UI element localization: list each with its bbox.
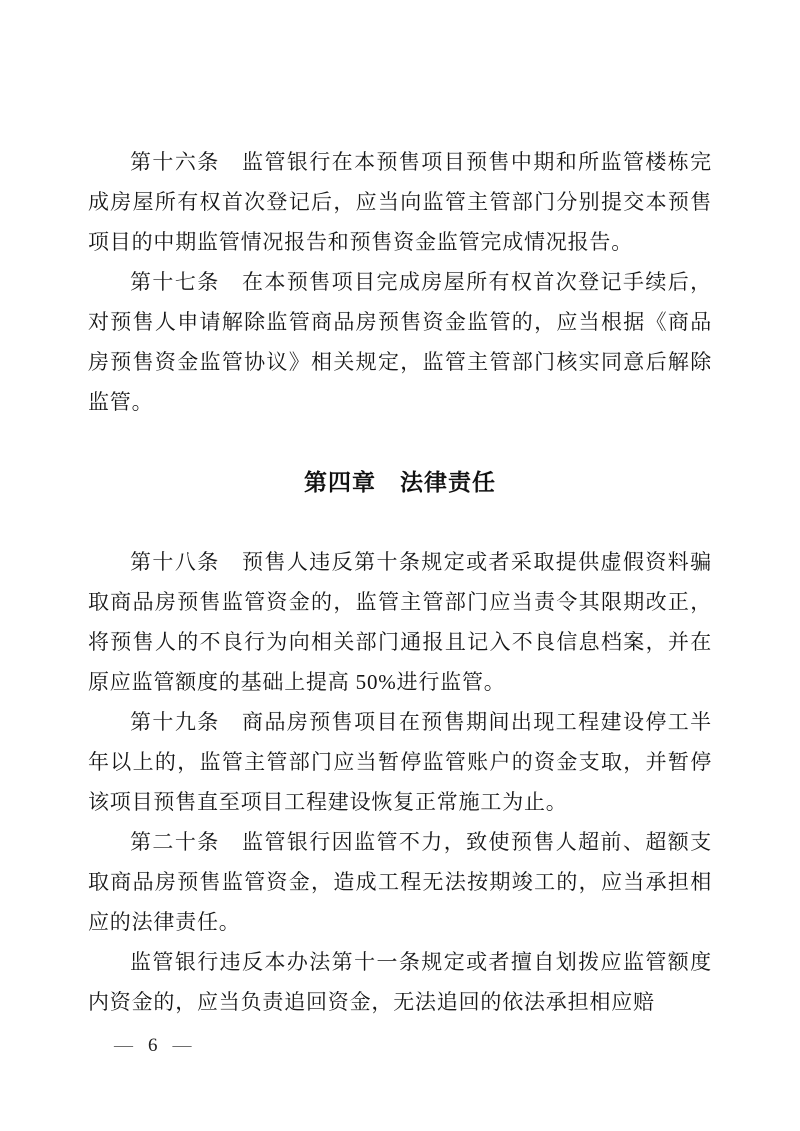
footer-dash-left: — xyxy=(114,1035,133,1056)
page-footer xyxy=(114,1033,192,1059)
article-19-paragraph: 第十九条 商品房预售项目在预售期间出现工程建设停工半年以上的，监管主管部门应当暂停监管账户的资金支取，并暂停该项目预售直至项目工程建设恢复正常施工为止。 xyxy=(88,710,712,814)
document-body xyxy=(88,142,712,1022)
footer-page-number: 6 xyxy=(148,1035,158,1056)
footer-dash-right: — xyxy=(172,1035,192,1056)
chapter-heading: 第四章 法律责任 xyxy=(304,469,496,495)
article-16-paragraph: 第十六条 监管银行在本预售项目预售中期和所监管楼栋完成房屋所有权首次登记后，应当向监管主管部门分别提交本预售项目的中期监管情况报告和预售资金监管完成情况报告。 xyxy=(88,150,712,254)
article-20-paragraph: 第二十条 监管银行因监管不力，致使预售人超前、超额支取商品房预售监管资金，造成工程无法按期竣工的，应当承担相应的法律责任。 xyxy=(88,830,712,934)
article-17-paragraph: 第十七条 在本预售项目完成房屋所有权首次登记手续后，对预售人申请解除监管商品房预售资金监管的，应当根据《商品房预售资金监管协议》相关规定，监管主管部门核实同意后解除监管。 xyxy=(88,270,712,414)
continuation-paragraph: 监管银行违反本办法第十一条规定或者擅自划拨应监管额度内资金的，应当负责追回资金，无法追回的依法承担相应赔 xyxy=(88,950,712,1014)
article-18-paragraph: 第十八条 预售人违反第十条规定或者采取提供虚假资料骗取商品房预售监管资金的，监管主管部门应当责令其限期改正，将预售人的不良行为向相关部门通报且记入不良信息档案，并在原应监管额度的基础上提高 50%进行监管。 xyxy=(88,550,712,694)
